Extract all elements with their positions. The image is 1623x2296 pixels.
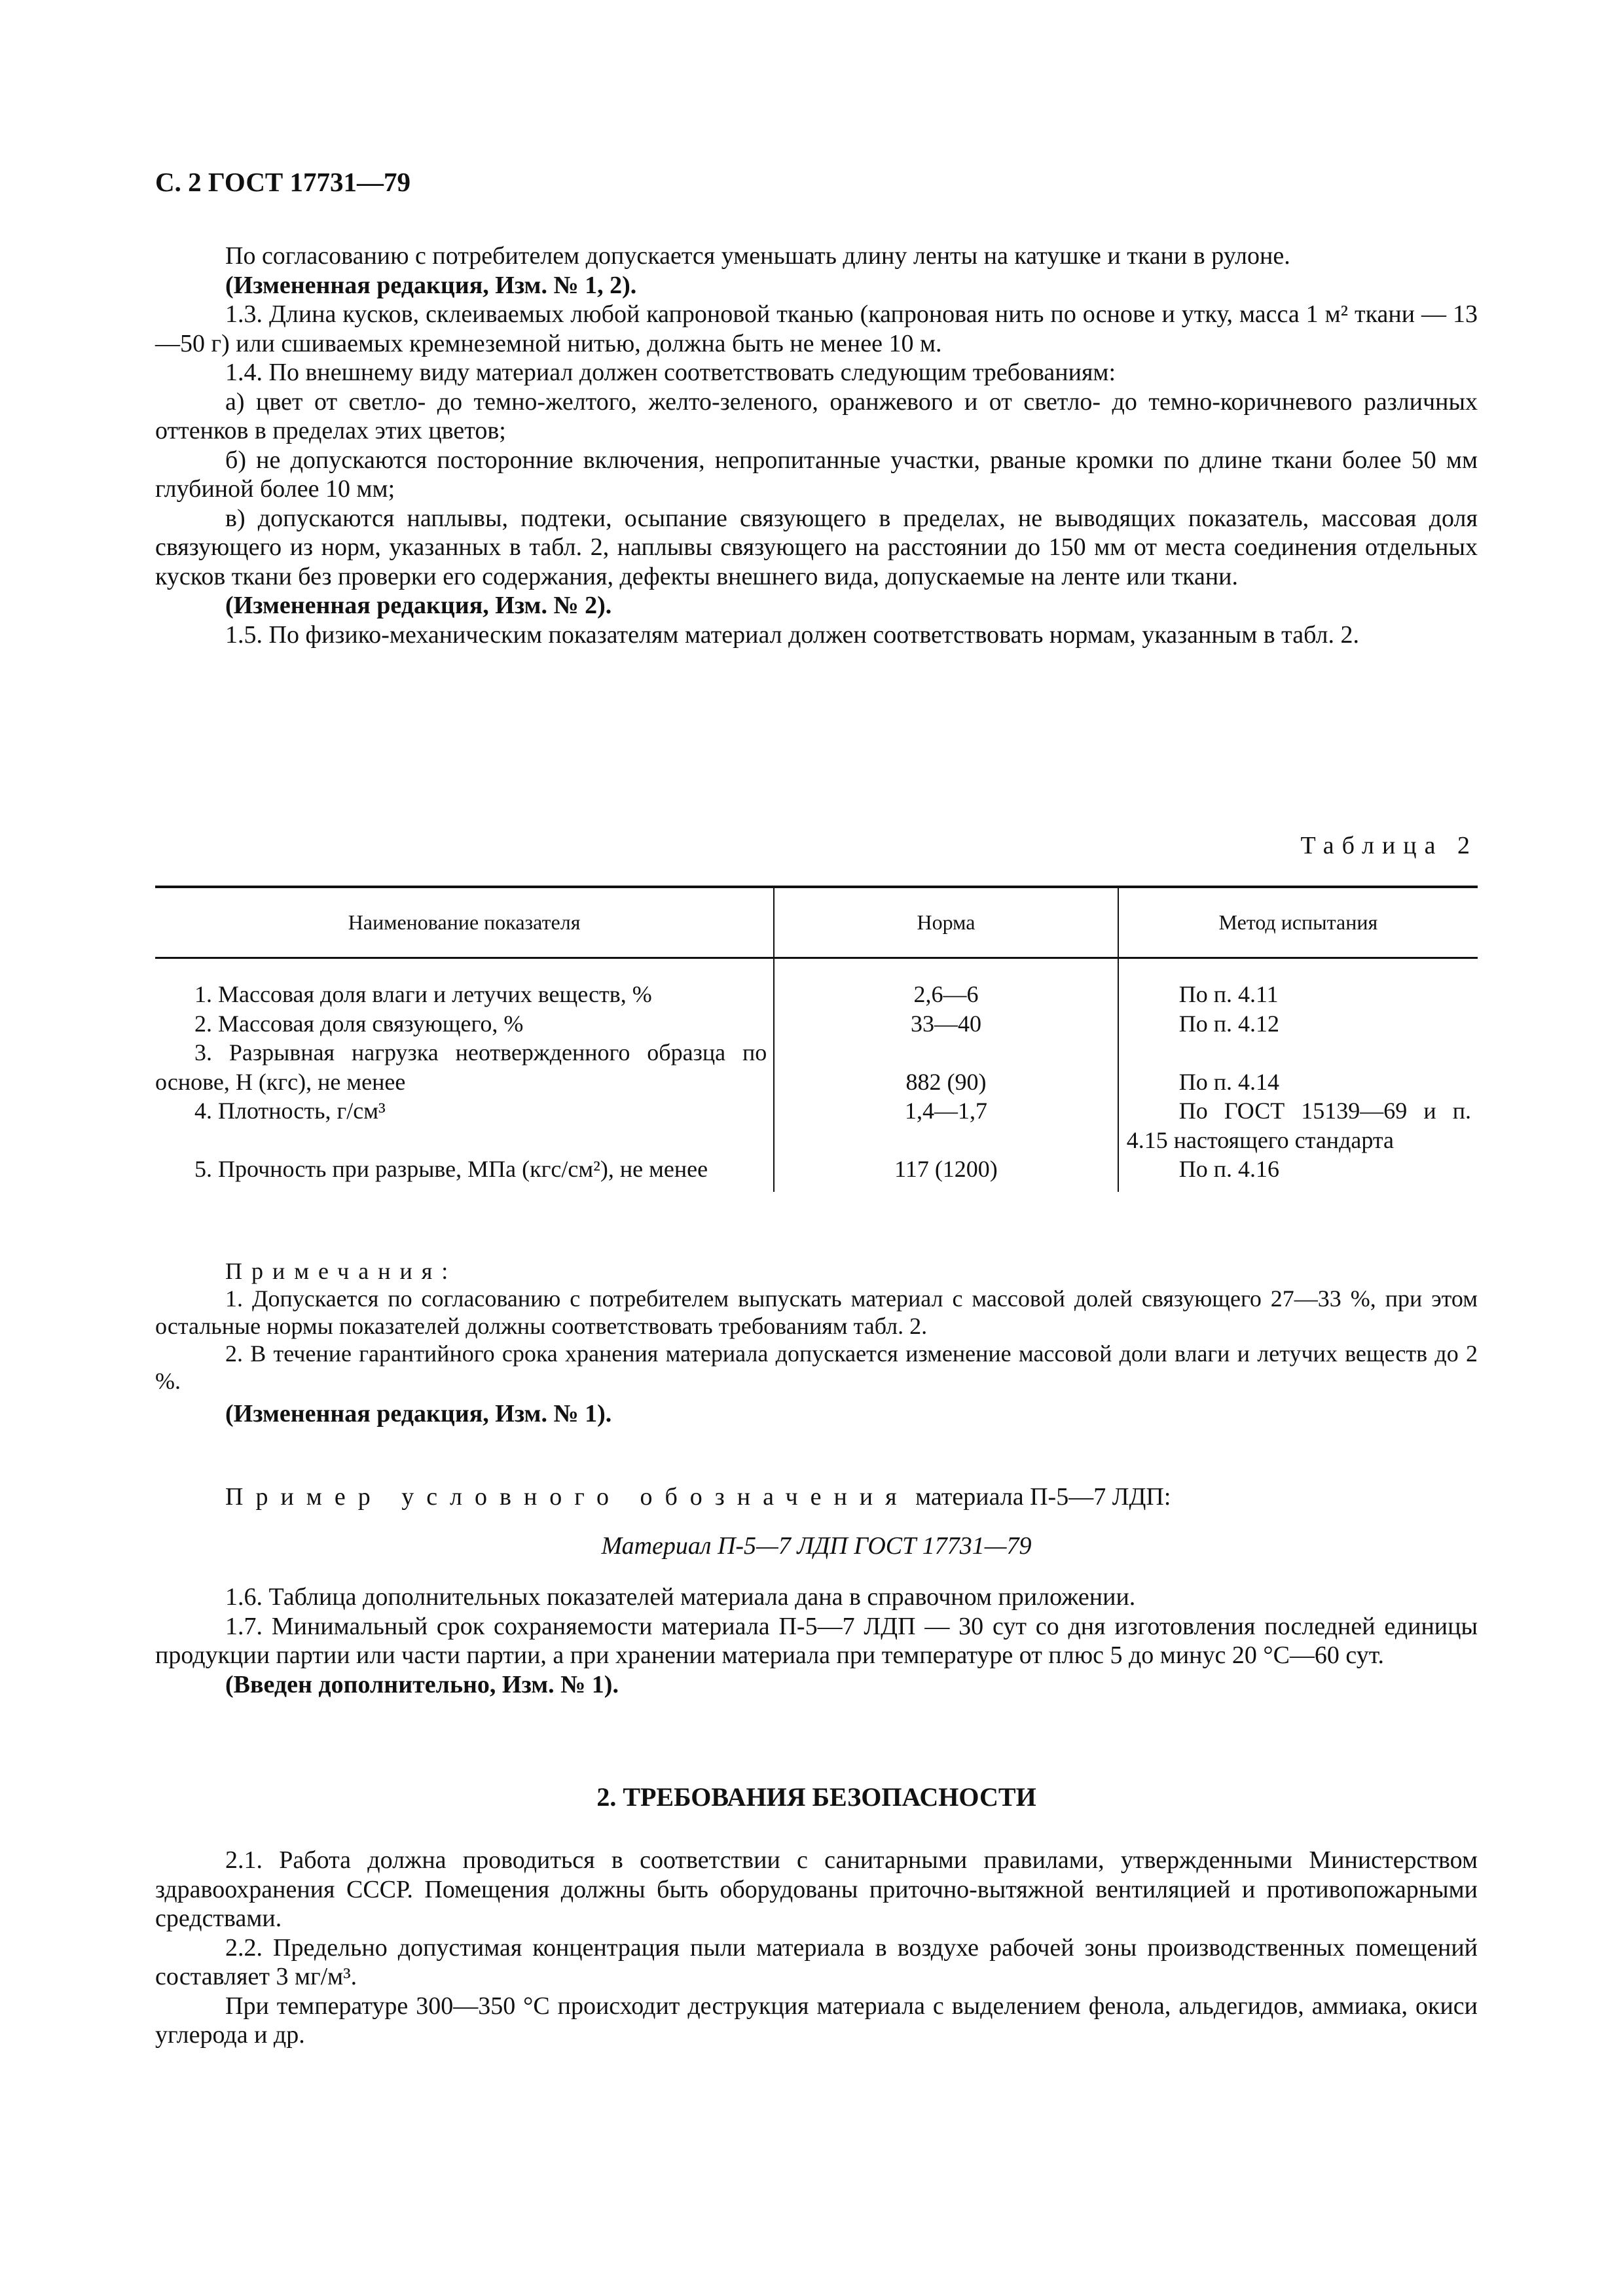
table-cell-name: 5. Прочность при разрыве, МПа (кгс/см²), не менее [194, 1156, 708, 1182]
notes-title: Примечания: [225, 1258, 458, 1284]
safety-section [155, 1846, 1478, 2050]
table-cell-method: По ГОСТ 15139—69 и п. 4.15 настоящего стандарта [1126, 1098, 1471, 1153]
table-row [155, 1155, 1478, 1184]
paragraph-1-3: 1.3. Длина кусков, склеиваемых любой капроновой тканью (капроновая нить по основе и утку, масса 1 м² ткани — 13—50 г) или сшиваемых кремнеземной нитью, должна быть не менее 10 м. [155, 300, 1478, 357]
table-row [155, 1009, 1478, 1039]
paragraph-2-2: 2.2. Предельно допустимая концентрация пыли материала в воздухе рабочей зоны производственных помещений составляет 3 мг/м³. [155, 1933, 1478, 1990]
spec-table [155, 886, 1478, 1192]
table-cell-method: По п. 4.11 [1178, 981, 1279, 1007]
paragraph-2-1: 2.1. Работа должна проводиться в соответствии с санитарными правилами, утвержденными Министерством здравоохранения СССР. Помещения должны быть оборудованы приточно-вытяжной вентиляцией и противопожарными средствами. [155, 1846, 1478, 1932]
table-cell-name: 4. Плотность, г/см³ [194, 1098, 386, 1124]
example-designation: Материал П-5—7 ЛДП ГОСТ 17731—79 [601, 1532, 1032, 1560]
amendment-note: (Измененная редакция, Изм. № 1). [225, 1400, 612, 1427]
page-header: С. 2 ГОСТ 17731—79 [155, 167, 411, 197]
example-line [225, 1482, 1478, 1512]
column-header-method: Метод испытания [1118, 887, 1478, 958]
column-header-norm: Норма [774, 887, 1118, 958]
table-cell-name: 1. Массовая доля влаги и летучих веществ, % [194, 981, 652, 1007]
intro-section [155, 242, 1478, 649]
paragraph-1-4-b: б) не допускаются посторонние включения, непропитанные участки, рваные кромки по длине ткани более 50 мм глубиной более 10 мм; [155, 446, 1478, 503]
table-cell-norm: 882 (90) [774, 1038, 1118, 1096]
amendment-note: (Измененная редакция, Изм. № 1, 2). [225, 271, 637, 299]
table-row [155, 980, 1478, 1009]
table-cell-method: По п. 4.16 [1178, 1156, 1280, 1182]
paragraph-1-5: 1.5. По физико-механическим показателям материал должен соответствовать нормам, указанным в табл. 2. [225, 620, 1359, 649]
paragraph-1-4: 1.4. По внешнему виду материал должен соответствовать следующим требованиям: [225, 359, 1116, 386]
table-cell-name: 2. Массовая доля связующего, % [194, 1010, 524, 1037]
table-cell-norm: 1,4—1,7 [774, 1096, 1118, 1155]
paragraph-2-3: При температуре 300—350 °С происходит деструкция материала с выделением фенола, альдегидов, аммиака, окиси углерода и др. [155, 1992, 1478, 2049]
amendment-note: (Введен дополнительно, Изм. № 1). [225, 1670, 619, 1698]
table-row [155, 1038, 1478, 1096]
table-caption: Таблица 2 [1300, 832, 1478, 859]
table-cell-method: По п. 4.14 [1178, 1068, 1280, 1095]
amendment-note: (Измененная редакция, Изм. № 2). [225, 592, 612, 619]
paragraph-1-4-a: а) цвет от светло- до темно-желтого, желто-зеленого, оранжевого и от светло- до темно-коричневого различных оттенков в пределах этих цветов; [155, 387, 1478, 444]
notes-section [155, 1257, 1478, 1427]
column-header-name: Наименование показателя [155, 887, 774, 958]
paragraph-intro: По согласованию с потребителем допускается уменьшать длину ленты на катушке и ткани в рулоне. [225, 242, 1290, 270]
more-section [155, 1583, 1478, 1699]
paragraph-1-7: 1.7. Минимальный срок сохраняемости материала П-5—7 ЛДП — 30 сут со дня изготовления последней единицы продукции партии или части партии, а при хранении материала при температуре от плюс 5 до минус 20 °С—60 сут. [155, 1612, 1478, 1669]
table-cell-norm: 33—40 [774, 1009, 1118, 1039]
table-header-row [155, 887, 1478, 958]
table-row [155, 1096, 1478, 1155]
table-cell-norm: 117 (1200) [774, 1155, 1118, 1184]
table-cell-method: По п. 4.12 [1178, 1010, 1280, 1037]
table-cell-norm: 2,6—6 [774, 980, 1118, 1009]
table-cell-name: 3. Разрывная нагрузка неотвержденного образца по основе, Н (кгс), не менее [155, 1039, 767, 1095]
note-1: 1. Допускается по согласованию с потребителем выпускать материал с массовой долей связующего 27—33 %, при этом остальные нормы показателей должны соответствовать требованиям табл. 2. [155, 1285, 1478, 1339]
paragraph-1-4-v: в) допускаются наплывы, подтеки, осыпание связующего в пределах, не выводящих показатель, массовая доля связующего из норм, указанных в табл. 2, наплывы связующего на расстоянии до 150 мм от места соединения отдельных кусков ткани без проверки его содержания, дефекты внешнего вида, допускаемые на ленте или ткани. [155, 504, 1478, 590]
paragraph-1-6: 1.6. Таблица дополнительных показателей материала дана в справочном приложении. [225, 1583, 1136, 1611]
section-title: 2. ТРЕБОВАНИЯ БЕЗОПАСНОСТИ [596, 1782, 1036, 1812]
example-lead: Пример условного обозначения [225, 1483, 909, 1511]
note-2: 2. В течение гарантийного срока хранения материала допускается изменение массовой доли влаги и летучих веществ до 2 %. [155, 1340, 1478, 1394]
example-tail: материала П-5—7 ЛДП: [909, 1483, 1171, 1511]
